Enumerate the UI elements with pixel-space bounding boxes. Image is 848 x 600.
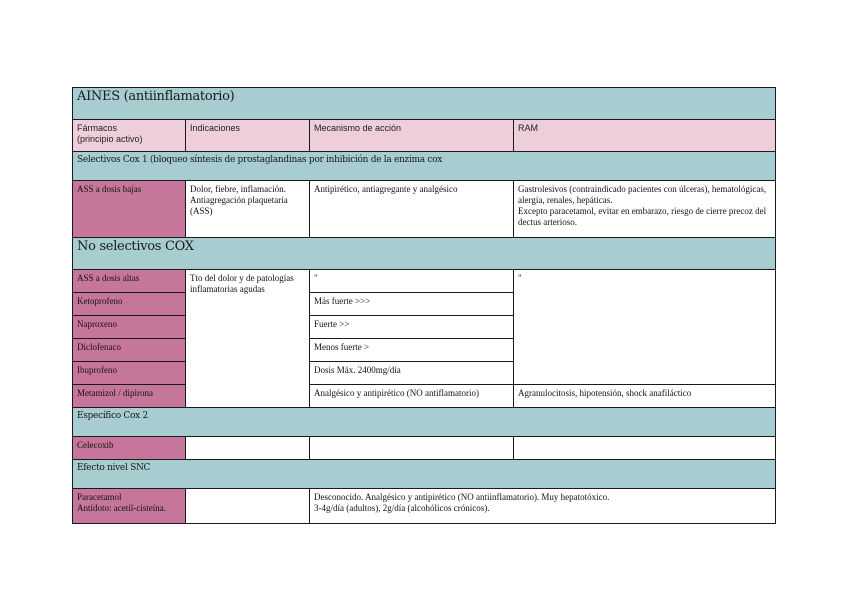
drug-ibuprofeno: Ibuprofeno — [73, 362, 186, 385]
section-efecto-snc: Efecto nivel SNC — [73, 460, 776, 489]
drug-diclofenaco: Diclofenaco — [73, 339, 186, 362]
empty-cell — [310, 437, 514, 460]
mecanismo-paracetamol: Desconocido. Analgésico y antipirético (NO antiinflamatorio). Muy hepatotóxico. 3-4g/día (adultos), 2g/día (alcohólicos crónicos). — [310, 489, 776, 524]
mecanismo-cell: Menos fuerte > — [310, 339, 514, 362]
mecanismo-cell: Antipirético, antiagregante y analgésico — [310, 181, 514, 238]
aines-table — [72, 87, 776, 524]
mecanismo-cell: Analgésico y antipirético (NO antiflamatorio) — [310, 385, 514, 408]
drug-metamizol: Metamizol / dipirona — [73, 385, 186, 408]
empty-cell — [186, 437, 310, 460]
empty-cell — [186, 489, 310, 524]
section-no-selectivos: No selectivos COX — [73, 238, 776, 270]
mecanismo-cell: " — [310, 270, 514, 293]
drug-ketoprofeno: Ketoprofeno — [73, 293, 186, 316]
header-indicaciones: Indicaciones — [186, 120, 310, 152]
section-selectivos-cox1: Selectivos Cox 1 (bloqueo síntesis de prostaglandinas por inhibición de la enzima cox — [73, 152, 776, 181]
drug-ass-dosis-altas: ASS a dosis altas — [73, 270, 186, 293]
ram-cell: Gastrolesivos (contraindicado pacientes con úlceras), hematológicas, alergia, renales, hepáticas. Excepto paracetamol, evitar en embarazo, riesgo de cierre precoz del dectus arterioso. — [514, 181, 776, 238]
mecanismo-cell: Más fuerte >>> — [310, 293, 514, 316]
ram-no-selectivos: " — [514, 270, 776, 385]
empty-cell — [514, 437, 776, 460]
drug-naproxeno: Naproxeno — [73, 316, 186, 339]
indicaciones-cell: Dolor, fiebre, inflamación. Antiagregación plaquetaria (ASS) — [186, 181, 310, 238]
header-ram: RAM — [514, 120, 776, 152]
header-mecanismo: Mecanismo de acción — [310, 120, 514, 152]
drug-ass-dosis-bajas: ASS a dosis bajas — [73, 181, 186, 238]
ram-cell: Agranulocitosis, hipotensión, shock anafiláctico — [514, 385, 776, 408]
drug-paracetamol: Paracetamol Antídoto: acetil-cisteína. — [73, 489, 186, 524]
drug-celecoxib: Celecoxib — [73, 437, 186, 460]
mecanismo-cell: Dosis Máx. 2400mg/día — [310, 362, 514, 385]
section-especifico-cox2: Específico Cox 2 — [73, 408, 776, 437]
mecanismo-cell: Fuerte >> — [310, 316, 514, 339]
table-title: AINES (antiinflamatorio) — [73, 88, 776, 120]
indicaciones-no-selectivos: Tto del dolor y de patologías inflamatorias agudas — [186, 270, 310, 408]
header-farmacos: Fármacos (principio activo) — [73, 120, 186, 152]
